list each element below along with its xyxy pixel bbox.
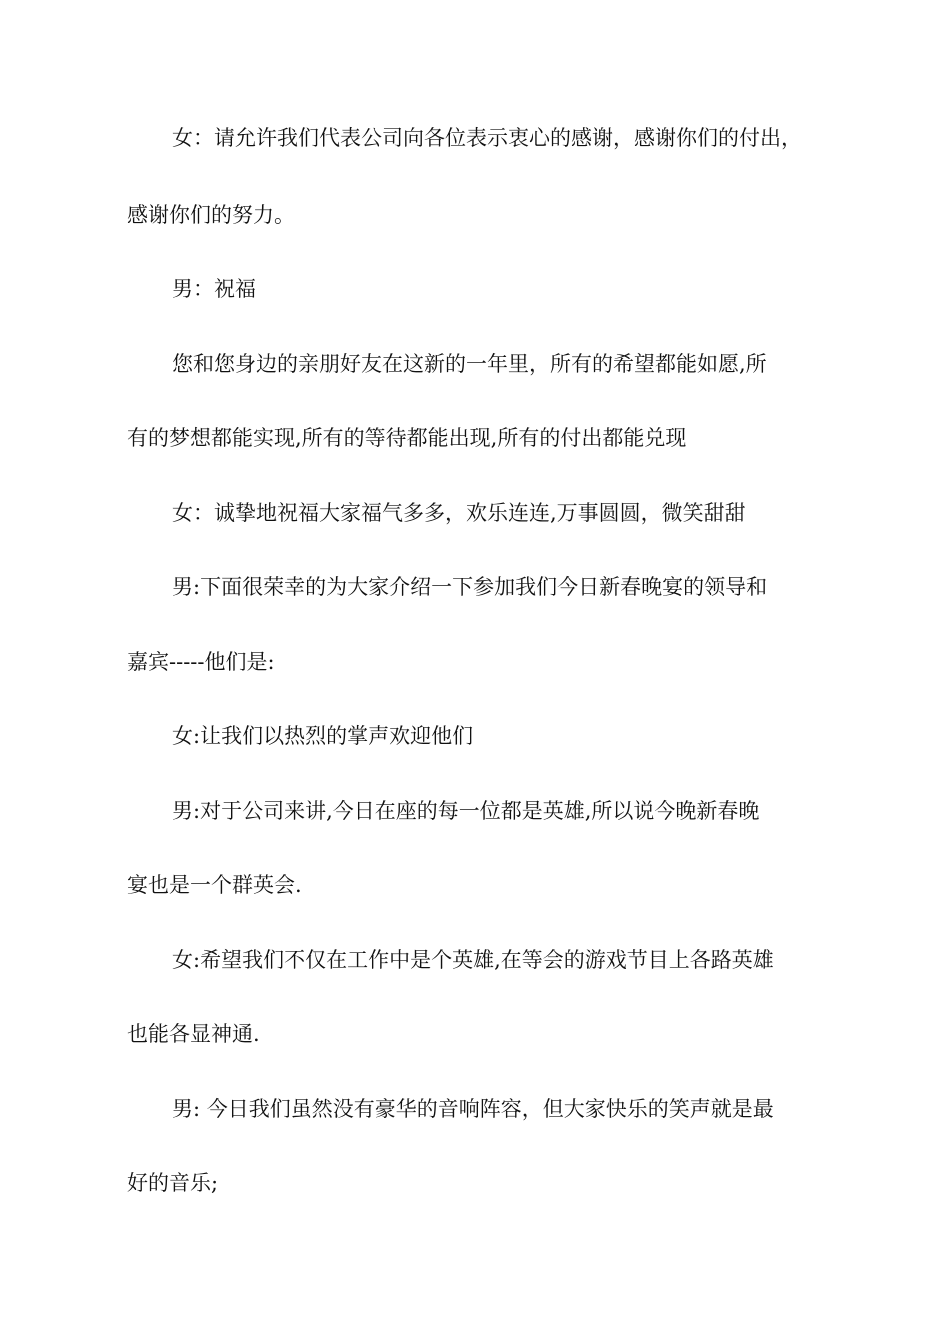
- paragraph-line: 好的音乐;: [127, 1171, 219, 1195]
- paragraph-line: 您和您身边的亲朋好友在这新的一年里，所有的希望都能如愿,所: [172, 352, 767, 376]
- paragraph-line: 有的梦想都能实现,所有的等待都能出现,所有的付出都能兑现: [127, 426, 687, 450]
- paragraph-line: 女：诚挚地祝福大家福气多多，欢乐连连,万事圆圆，微笑甜甜: [172, 501, 746, 525]
- paragraph-line: 也能各显神通.: [127, 1022, 260, 1046]
- paragraph-line: 男：祝福: [172, 277, 256, 301]
- paragraph-line: 男:下面很荣幸的为大家介绍一下参加我们今日新春晚宴的领导和: [172, 575, 768, 599]
- paragraph-line: 嘉宾-----他们是:: [127, 650, 275, 674]
- paragraph-line: 宴也是一个群英会.: [127, 873, 302, 897]
- paragraph-line: 女:让我们以热烈的掌声欢迎他们: [172, 724, 474, 748]
- paragraph-line: 女：请允许我们代表公司向各位表示衷心的感谢，感谢你们的付出，: [172, 126, 802, 150]
- paragraph-line: 感谢你们的努力。: [127, 203, 295, 227]
- paragraph-line: 男: 今日我们虽然没有豪华的音响阵容，但大家快乐的笑声就是最: [172, 1097, 774, 1121]
- paragraph-line: 女:希望我们不仅在工作中是个英雄,在等会的游戏节目上各路英雄: [172, 948, 774, 972]
- paragraph-line: 男:对于公司来讲,今日在座的每一位都是英雄,所以说今晚新春晚: [172, 799, 760, 823]
